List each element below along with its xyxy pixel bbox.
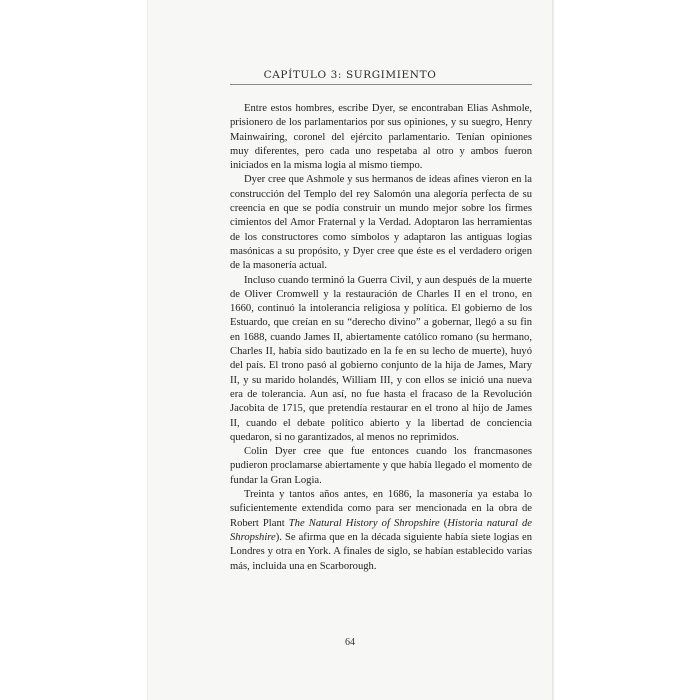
paragraph-2: Dyer cree que Ashmole y sus hermanos de ideas afines vieron en la construcción del Templo del rey Salomón una alegoría perfecta de su creencia en que se podía construir un mundo mejor sobre los firmes cimientos del Amor Fraternal y la Verdad. Adoptaron las herramientas de los constructores como símbolos y adaptaron las antiguas logias masónicas a su propósito, y Dyer cree que éste es el verdadero origen de la masonería actual. [230,174,532,272]
paragraph-5-text-after: ). Se afirma que en la década siguiente había siete logias en Londres y otra en York. A finales de siglo, se habían establecido varias más, incluida una en Scarborough. [230,531,532,572]
paragraph-3: Incluso cuando terminó la Guerra Civil, y aun después de la muerte de Oliver Cromwell y la restauración de Charles II en el trono, en 1660, continuó la intolerancia religiosa y política. El gobierno de los Estuardo, que creían en su “derecho divino” a gobernar, llegó a su fin en 1688, cuando James II, abiertamente católico romano (su hermano, Charles II, había sido bautizado en la fe en su lecho de muerte), huyó del país. El trono pasó al gobierno conjunto de la hija de James, Mary II, y su marido holandés, William III, y con ellos se inició una nueva era de tolerancia. Aun así, no fue hasta el fracaso de la Revolución Jacobita de 1715, que pretendía restaurar en el trono al hijo de James II, cuando el debate político abierto y la libertad de conciencia quedaron, si no garantizados, al menos no reprimidos. [230,274,532,443]
book-title-spanish: Historia natural de Shropshire [230,517,532,543]
header-rule [230,84,532,85]
page-number: 64 [345,637,355,648]
body-text [230,102,532,574]
paragraph-1: Entre estos hombres, escribe Dyer, se encontraban Elias Ashmole, prisionero de los parlamentarios por sus opiniones, y su suegro, Henry Mainwairing, coronel del ejército parlamentario. Tenían opiniones muy diferentes, pero cada uno respetaba al otro y ambos fueron iniciados en la misma logia al mismo tiempo. [230,103,532,172]
paragraph-5 [230,488,532,574]
paragraph-5-text-before: Treinta y tantos años antes, en 1686, la masonería ya estaba lo suficientemente extendida como para ser mencionada en la obra de Robert Plant [230,489,532,529]
paragraph-4: Colin Dyer cree que fue entonces cuando los francmasones pudieron proclamarse abiertamente y que había llegado el momento de fundar la Gran Logia. [230,446,532,486]
running-head: CAPÍTULO 3: SURGIMIENTO [263,69,437,81]
paragraph-5-paren-open: ( [439,517,448,529]
book-title-english: The Natural History of Shropshire [288,517,440,529]
book-page [148,0,552,700]
